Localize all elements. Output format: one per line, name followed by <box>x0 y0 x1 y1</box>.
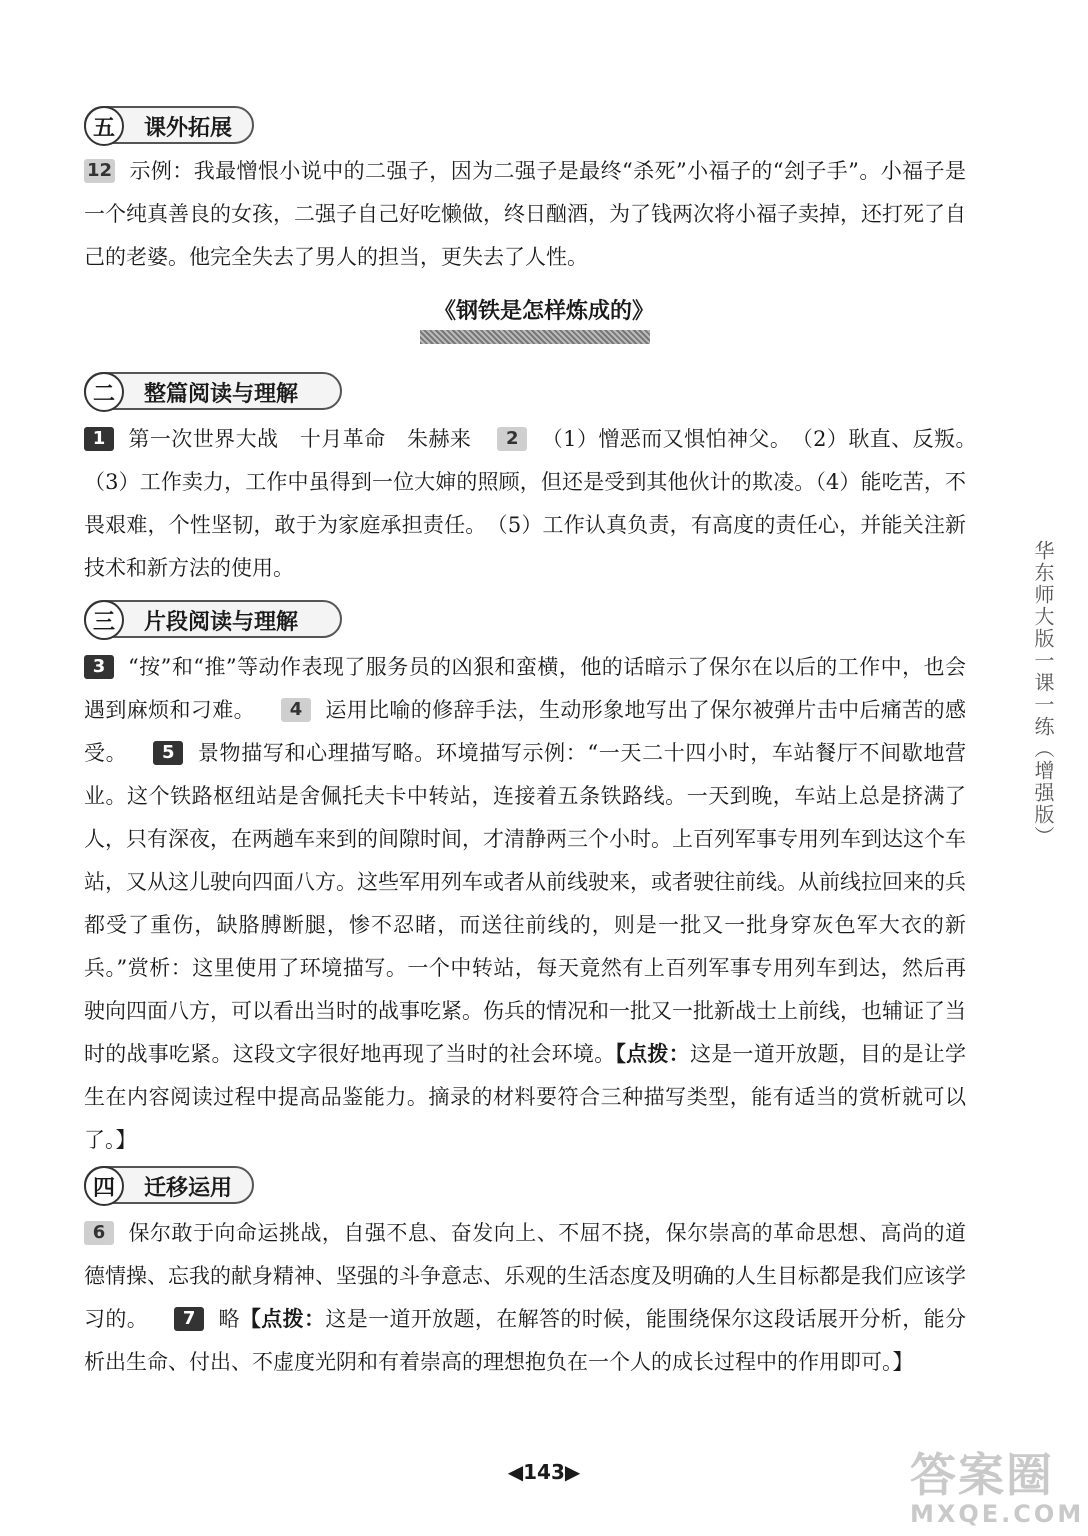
section-title: 片段阅读与理解 <box>144 609 299 635</box>
question-number-badge: 12 <box>84 159 115 183</box>
watermark-text: 答案圈 <box>910 1448 1054 1502</box>
answer-text: 第一次世界大战 十月革命 朱赫来 <box>128 427 472 451</box>
book-title: 《钢铁是怎样炼成的》 <box>433 299 654 324</box>
section-title: 课外拓展 <box>144 115 233 141</box>
answer-text: 景物描写和心理描写略。环境描写示例： <box>197 741 588 765</box>
section-header-whole-reading <box>84 372 342 412</box>
question-number-badge: 6 <box>84 1221 114 1245</box>
answers-1-2 <box>84 418 987 590</box>
side-running-title: 华东师大版一课一练（增强版） <box>1031 540 1055 848</box>
quoted-passage: “一天二十四小时，车站餐厅不间歇地营业。这个铁路枢纽站是舍佩托夫卡中转站，连接着五条铁路线。一天到晚，车站上总是挤满了人，只有深夜，在两趟车来到的间隙时间，才清静两三个小时。上百列军事专用列车到达这个车站，又从这儿驶向四面八方。这些军用列车或者从前线驶来，或者驶往前线。从前线拉回来的兵都受了重伤，缺胳膊断腿，惨不忍睹，而送往前线的，则是一批又一批身穿灰色军大衣的新兵。” <box>84 741 967 980</box>
watermark-url: MXQE.COM <box>910 1500 1085 1528</box>
answer-text: 赏析：这里使用了环境描写。一个中转站，每天竟然有上百列军事专用列车到达，然后再驶向四面八方，可以看出当时的战事吃紧。伤兵的情况和一批又一批新战士上前线，也辅证了当时的战事吃紧。这段文字很好地再现了当时的社会环境。 <box>84 956 966 1066</box>
page-number: ◀143▶ <box>507 1460 581 1484</box>
section-header-extension <box>84 106 342 146</box>
section-header-transfer <box>84 1166 342 1206</box>
question-number-badge: 5 <box>153 741 183 765</box>
answer-text: 保尔敢于向命运挑战，自强不息、奋发向上、不屈不挠，保尔崇高的革命思想、高尚的道德情操、忘我的献身精神、坚强的斗争意志、乐观的生活态度及明确的人生目标都是我们应该学习的。 <box>84 1221 966 1331</box>
tip-text: 这是一道开放题，在解答的时候，能围绕保尔这段话展开分析，能分析出生命、付出、不虚度光阴和有着崇高的理想抱负在一个人的成长过程中的作用即可。】 <box>84 1307 967 1374</box>
question-number-badge: 4 <box>281 698 311 722</box>
tip-label: 【点拨： <box>615 1042 690 1066</box>
question-number-badge: 7 <box>174 1307 204 1331</box>
answers-3-5 <box>84 646 966 1162</box>
watermark-logo <box>910 1448 1085 1530</box>
answer-text: “按”和“推”等动作表现了服务员的凶狠和蛮横，他的话暗示了保尔在以后的工作中，也会遇到麻烦和刁难。 <box>84 655 966 722</box>
question-number-badge: 2 <box>497 427 527 451</box>
section-number: 二 <box>84 372 124 412</box>
answer-12 <box>84 150 966 279</box>
section-number: 五 <box>84 106 124 146</box>
answers-6-7 <box>84 1212 966 1384</box>
answer-text: 略 <box>218 1307 240 1331</box>
answer-text: 运用比喻的修辞手法，生动形象地写出了保尔被弹片击中后痛苦的感受。 <box>84 698 967 765</box>
section-number: 四 <box>84 1166 124 1206</box>
title-underline-bar <box>420 330 650 344</box>
tip-text: 这是一道开放题，目的是让学生在内容阅读过程中提高品鉴能力。摘录的材料要符合三种描写类型，能有适当的赏析就可以了。】 <box>84 1042 967 1152</box>
question-number-badge: 3 <box>84 655 114 679</box>
question-number-badge: 1 <box>84 427 114 451</box>
section-number: 三 <box>84 600 124 640</box>
answer-text: 示例：我最憎恨小说中的二强子，因为二强子是最终“杀死”小福子的“刽子手”。小福子是一个纯真善良的女孩，二强子自己好吃懒做，终日酗酒，为了钱两次将小福子卖掉，还打死了自己的老婆。他完全失去了男人的担当，更失去了人性。 <box>84 159 966 269</box>
tip-label: 【点拨： <box>239 1307 326 1331</box>
section-title: 迁移运用 <box>144 1175 233 1201</box>
section-title: 整篇阅读与理解 <box>144 381 299 407</box>
answer-text: （1）憎恶而又惧怕神父。 （2）耿直、反叛。 （3）工作卖力，工作中虽得到一位大婶的照顾，但还是受到其他伙计的欺凌。（4）能吃苦，不畏艰难，个性坚韧，敢于为家庭承担责任。 （5）工作认真负责，有高度的责任心，并能关注新技术和新方法的使用。 <box>84 427 987 580</box>
section-header-excerpt-reading <box>84 600 342 640</box>
